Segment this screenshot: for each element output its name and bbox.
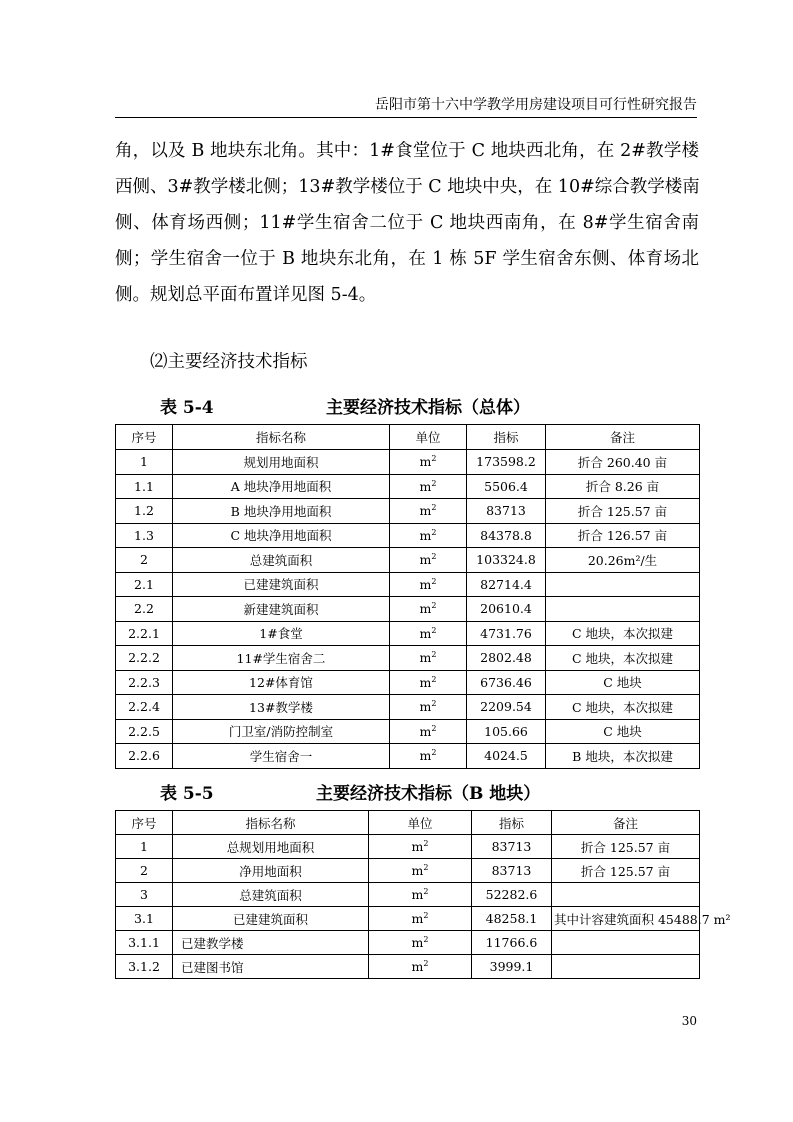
cell-note	[546, 572, 700, 597]
cell-unit	[390, 499, 467, 524]
cell-note-text: 20.26m²/生	[587, 552, 658, 568]
table-row	[116, 859, 700, 883]
cell-name-text: 净用地面积	[239, 863, 302, 879]
cell-name	[173, 883, 369, 907]
paragraph-line: 侧。规划总平面布置详见图 5-4。	[115, 285, 377, 305]
cell-name	[173, 621, 390, 646]
cell-note	[552, 955, 700, 979]
cell-name-text: 已建教学楼	[181, 935, 244, 951]
cell-note	[552, 859, 700, 883]
cell-note	[546, 523, 700, 548]
cell-unit-text: m	[419, 748, 432, 764]
cell-note	[546, 499, 700, 524]
col-header-unit: 单位	[390, 425, 467, 450]
cell-unit	[369, 859, 472, 883]
cell-value-text: 83713	[491, 863, 532, 878]
cell-value	[467, 499, 546, 524]
body-paragraph	[115, 133, 699, 313]
table-row	[116, 931, 700, 955]
cell-unit	[390, 695, 467, 720]
cell-unit	[390, 523, 467, 548]
page-header	[115, 95, 697, 118]
cell-note	[546, 597, 700, 622]
cell-note-text: B 地块，本次拟建	[572, 748, 673, 764]
unit-exponent: 2	[431, 625, 437, 635]
cell-unit	[390, 450, 467, 475]
cell-unit-text: m	[419, 454, 432, 470]
col-header-value: 指标	[467, 425, 546, 450]
cell-unit-text: m	[419, 625, 432, 641]
cell-value-text: 6736.46	[480, 674, 532, 690]
cell-unit	[390, 548, 467, 573]
cell-value	[467, 670, 546, 695]
cell-value-text: 105.66	[484, 723, 528, 739]
cell-name-text: 学生宿舍一	[249, 748, 313, 764]
table-row	[116, 835, 700, 859]
cell-value	[467, 597, 546, 622]
unit-exponent: 2	[431, 454, 437, 464]
cell-note	[546, 719, 700, 744]
cell-no-text: 3.1.1	[128, 935, 160, 950]
cell-no	[116, 621, 173, 646]
cell-name-text: 规划用地面积	[243, 454, 319, 470]
cell-note	[546, 646, 700, 671]
unit-exponent: 2	[423, 886, 429, 896]
cell-no	[116, 646, 173, 671]
cell-unit-text: m	[411, 887, 424, 903]
cell-note-text: C 地块，本次拟建	[571, 650, 674, 666]
cell-no	[116, 523, 173, 548]
cell-value-text: 11766.6	[485, 935, 538, 950]
cell-unit	[390, 719, 467, 744]
cell-name-text: 11#学生宿舍二	[236, 650, 326, 666]
cell-note-text: 折合 8.26 亩	[585, 479, 660, 495]
table-row	[116, 499, 700, 524]
cell-value-text: 2209.54	[480, 699, 532, 715]
cell-name	[173, 572, 390, 597]
cell-no	[116, 548, 173, 573]
cell-name	[173, 859, 369, 883]
unit-exponent: 2	[431, 748, 437, 758]
cell-unit	[390, 646, 467, 671]
cell-unit	[369, 907, 472, 931]
unit-exponent: 2	[431, 576, 437, 586]
cell-no-text: 1	[140, 454, 148, 470]
cell-value-text: 83713	[491, 839, 532, 854]
cell-value-text: 173598.2	[476, 454, 536, 470]
unit-exponent: 2	[431, 503, 437, 513]
unit-exponent: 2	[431, 552, 437, 562]
cell-unit-text: m	[419, 478, 432, 494]
cell-name-text: 已建建筑面积	[232, 911, 308, 927]
cell-value	[467, 719, 546, 744]
cell-name	[173, 670, 390, 695]
cell-name	[173, 835, 369, 859]
cell-unit	[390, 474, 467, 499]
cell-no-text: 3.1.2	[128, 959, 160, 974]
cell-value-text: 48258.1	[485, 911, 538, 926]
cell-unit	[369, 955, 472, 979]
cell-name	[173, 744, 390, 769]
cell-note-text: 折合 125.57 亩	[580, 839, 671, 855]
unit-exponent: 2	[431, 650, 437, 660]
cell-name	[173, 646, 390, 671]
col-header-value: 指标	[472, 811, 552, 835]
cell-no	[116, 907, 173, 931]
cell-name	[173, 450, 390, 475]
table-row	[116, 955, 700, 979]
cell-unit	[369, 883, 472, 907]
cell-note-text: 折合 126.57 亩	[577, 528, 668, 544]
cell-unit-text: m	[411, 959, 424, 975]
cell-no	[116, 474, 173, 499]
cell-name	[173, 499, 390, 524]
cell-no	[116, 955, 173, 979]
cell-value	[467, 474, 546, 499]
cell-no-text: 2	[140, 552, 148, 568]
table-row	[116, 646, 700, 671]
cell-name-text: 总建筑面积	[239, 887, 302, 903]
cell-unit-text: m	[419, 552, 432, 568]
cell-note-text: C 地块，本次拟建	[571, 699, 674, 715]
cell-unit-text: m	[411, 911, 424, 927]
cell-no	[116, 670, 173, 695]
cell-name	[173, 719, 390, 744]
cell-unit	[390, 621, 467, 646]
cell-name-text: 1#食堂	[259, 626, 303, 642]
cell-value-text: 52282.6	[485, 887, 538, 902]
table-row	[116, 474, 700, 499]
cell-value	[467, 450, 546, 475]
cell-note	[552, 883, 700, 907]
col-header-unit: 单位	[369, 811, 472, 835]
cell-note	[546, 548, 700, 573]
col-header-name: 指标名称	[173, 425, 390, 450]
cell-value-text: 5506.4	[484, 478, 528, 494]
unit-exponent: 2	[423, 934, 429, 944]
cell-value	[472, 883, 552, 907]
cell-value	[472, 859, 552, 883]
unit-exponent: 2	[423, 910, 429, 920]
cell-no-text: 2.2.6	[128, 748, 160, 764]
cell-note	[552, 907, 731, 931]
cell-name-text: 12#体育馆	[249, 675, 313, 691]
table-header-row	[116, 811, 700, 835]
economic-indicators-table-overall	[115, 424, 700, 769]
cell-no-text: 2.2.2	[128, 650, 160, 666]
cell-value-text: 4731.76	[480, 625, 532, 641]
cell-unit	[369, 835, 472, 859]
report-title: 岳阳市第十六中学教学用房建设项目可行性研究报告	[375, 97, 697, 113]
cell-no-text: 2.1	[134, 576, 154, 592]
cell-no-text: 2.2.3	[128, 674, 160, 690]
cell-unit	[390, 670, 467, 695]
col-header-note: 备注	[546, 425, 700, 450]
cell-unit-text: m	[419, 503, 432, 519]
cell-no-text: 3.1	[134, 911, 154, 926]
table-row	[116, 719, 700, 744]
cell-name-text: 总建筑面积	[249, 552, 313, 568]
cell-value	[467, 548, 546, 573]
cell-no-text: 2	[140, 863, 148, 878]
cell-no-text: 1	[140, 839, 148, 854]
table-row	[116, 621, 700, 646]
cell-no	[116, 931, 173, 955]
table-row	[116, 744, 700, 769]
unit-exponent: 2	[423, 958, 429, 968]
cell-unit-text: m	[419, 674, 432, 690]
cell-name-text: 已建建筑面积	[243, 577, 319, 593]
cell-unit	[390, 597, 467, 622]
cell-no	[116, 450, 173, 475]
paragraph-line: 侧；学生宿舍一位于 B 地块东北角，在 1 栋 5F 学生宿舍东侧、体育场北	[115, 249, 699, 269]
cell-no	[116, 572, 173, 597]
cell-no	[116, 719, 173, 744]
cell-no-text: 1.3	[134, 527, 154, 543]
cell-note	[546, 670, 700, 695]
paragraph-line: 侧、体育场西侧；11#学生宿舍二位于 C 地块西南角，在 8#学生宿舍南	[115, 213, 699, 233]
cell-no-text: 2.2.1	[128, 625, 160, 641]
table-row	[116, 523, 700, 548]
cell-value	[467, 744, 546, 769]
cell-value	[467, 523, 546, 548]
cell-value-text: 3999.1	[489, 959, 534, 974]
cell-value	[472, 907, 552, 931]
cell-unit-text: m	[411, 935, 424, 951]
cell-value	[467, 621, 546, 646]
economic-indicators-table-b-plot	[115, 810, 731, 979]
cell-unit	[390, 744, 467, 769]
table1-number: 表 5-4	[160, 398, 214, 418]
paragraph-line: 角，以及 B 地块东北角。其中：1#食堂位于 C 地块西北角，在 2#教学楼	[115, 141, 699, 161]
cell-no-text: 3	[140, 887, 148, 902]
cell-value-text: 84378.8	[480, 527, 532, 543]
cell-unit-text: m	[411, 839, 424, 855]
cell-no-text: 1.2	[134, 503, 154, 519]
cell-value-text: 82714.4	[480, 576, 532, 592]
cell-value	[467, 646, 546, 671]
cell-value	[467, 695, 546, 720]
unit-exponent: 2	[431, 601, 437, 611]
cell-unit	[390, 572, 467, 597]
cell-name	[173, 597, 390, 622]
cell-unit-text: m	[419, 527, 432, 543]
cell-value-text: 20610.4	[480, 601, 532, 617]
table-row	[116, 670, 700, 695]
cell-no	[116, 499, 173, 524]
cell-note-text: 折合 260.40 亩	[577, 454, 668, 470]
cell-note-text: C 地块	[603, 724, 642, 740]
cell-note	[546, 744, 700, 769]
cell-note	[546, 621, 700, 646]
page-number: 30	[681, 1014, 697, 1028]
cell-name	[173, 474, 390, 499]
cell-no	[116, 744, 173, 769]
unit-exponent: 2	[423, 862, 429, 872]
col-header-no: 序号	[116, 811, 173, 835]
cell-name-text: 门卫室/消防控制室	[228, 724, 334, 740]
cell-no	[116, 859, 173, 883]
cell-name	[173, 695, 390, 720]
cell-value	[472, 835, 552, 859]
cell-no	[116, 835, 173, 859]
cell-name-text: C 地块净用地面积	[230, 528, 332, 544]
cell-unit-text: m	[419, 650, 432, 666]
cell-no-text: 2.2	[134, 601, 154, 617]
table-row	[116, 695, 700, 720]
unit-exponent: 2	[423, 838, 429, 848]
cell-name	[173, 523, 390, 548]
table-row	[116, 597, 700, 622]
cell-unit-text: m	[419, 576, 432, 592]
cell-name	[173, 548, 390, 573]
table-row	[116, 883, 700, 907]
cell-note-text: 其中计容建筑面积 45488.7 m²	[554, 911, 731, 927]
cell-value-text: 2802.48	[480, 650, 532, 666]
cell-note	[552, 931, 700, 955]
paragraph-line: 西侧、3#教学楼北侧；13#教学楼位于 C 地块中央，在 10#综合教学楼南	[115, 177, 700, 197]
col-header-no: 序号	[116, 425, 173, 450]
cell-unit	[369, 931, 472, 955]
cell-name-text: 新建建筑面积	[243, 601, 319, 617]
cell-note	[546, 450, 700, 475]
unit-exponent: 2	[431, 527, 437, 537]
cell-note	[546, 474, 700, 499]
cell-name	[173, 907, 369, 931]
cell-name-text: 13#教学楼	[249, 699, 313, 715]
cell-note-text: C 地块，本次拟建	[571, 626, 674, 642]
section-subheading: ⑵主要经济技术指标	[150, 352, 308, 372]
cell-no-text: 2.2.4	[128, 699, 160, 715]
table-row	[116, 450, 700, 475]
cell-name	[173, 955, 369, 979]
unit-exponent: 2	[431, 723, 437, 733]
cell-name	[173, 931, 369, 955]
cell-unit-text: m	[411, 863, 424, 879]
cell-note	[552, 835, 700, 859]
cell-no-text: 1.1	[134, 478, 154, 494]
cell-note-text: C 地块	[603, 675, 642, 691]
table-header-row	[116, 425, 700, 450]
unit-exponent: 2	[431, 674, 437, 684]
cell-name-text: 总规划用地面积	[226, 839, 315, 855]
cell-note	[546, 695, 700, 720]
unit-exponent: 2	[431, 478, 437, 488]
table-row	[116, 907, 700, 931]
cell-no	[116, 883, 173, 907]
cell-value-text: 4024.5	[484, 748, 528, 764]
cell-no	[116, 597, 173, 622]
cell-value	[467, 572, 546, 597]
cell-value	[472, 931, 552, 955]
cell-note-text: 折合 125.57 亩	[577, 503, 668, 519]
cell-note-text: 折合 125.57 亩	[580, 863, 671, 879]
cell-value-text: 103324.8	[476, 552, 536, 568]
table2-number: 表 5-5	[160, 784, 214, 804]
unit-exponent: 2	[431, 699, 437, 709]
cell-unit-text: m	[419, 601, 432, 617]
table-row	[116, 572, 700, 597]
cell-name-text: 已建图书馆	[181, 959, 244, 975]
cell-no-text: 2.2.5	[128, 723, 160, 739]
cell-name-text: A 地块净用地面积	[230, 479, 332, 495]
cell-unit-text: m	[419, 723, 432, 739]
table-row	[116, 548, 700, 573]
table2-title: 主要经济技术指标（B 地块）	[316, 784, 541, 804]
cell-value	[472, 955, 552, 979]
cell-value-text: 83713	[486, 503, 526, 519]
table1-title: 主要经济技术指标（总体）	[326, 398, 530, 418]
cell-name-text: B 地块净用地面积	[230, 503, 332, 519]
col-header-name: 指标名称	[173, 811, 369, 835]
col-header-note: 备注	[552, 811, 700, 835]
cell-unit-text: m	[419, 699, 432, 715]
cell-no	[116, 695, 173, 720]
